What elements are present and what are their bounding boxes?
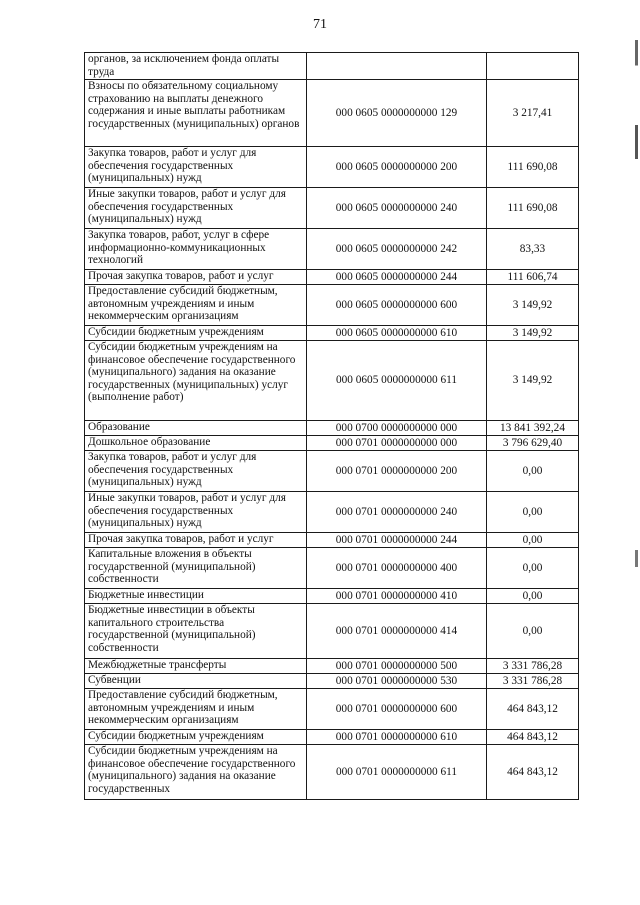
row-name: Субсидии бюджетным учреждениям	[85, 326, 307, 341]
scan-edge-shadow	[635, 40, 638, 890]
table-row	[85, 53, 579, 80]
row-name: Иные закупки товаров, работ и услуг для обеспечения государственных (муниципальных) нужд	[85, 492, 307, 533]
table-row	[85, 188, 579, 229]
row-amount: 83,33	[487, 229, 579, 270]
row-name: Субсидии бюджетным учреждениям на финансовое обеспечение государственного (муниципального) задания на оказание государственных (муниципальных) услуг (выполнение работ)	[85, 341, 307, 421]
row-code: 000 0605 0000000000 611	[307, 341, 487, 421]
row-amount: 0,00	[487, 492, 579, 533]
table-row	[85, 674, 579, 689]
row-code: 000 0701 0000000000 600	[307, 689, 487, 730]
table-row	[85, 659, 579, 674]
row-name: Прочая закупка товаров, работ и услуг	[85, 270, 307, 285]
row-code: 000 0605 0000000000 242	[307, 229, 487, 270]
row-amount: 111 606,74	[487, 270, 579, 285]
row-code: 000 0701 0000000000 530	[307, 674, 487, 689]
row-code: 000 0701 0000000000 400	[307, 548, 487, 589]
table-row	[85, 533, 579, 548]
row-name: Межбюджетные трансферты	[85, 659, 307, 674]
table-row	[85, 689, 579, 730]
table-row	[85, 80, 579, 147]
row-name: Бюджетные инвестиции в объекты капитального строительства государственной (муниципальной) собственности	[85, 604, 307, 659]
table-row	[85, 270, 579, 285]
table-row	[85, 492, 579, 533]
row-code: 000 0605 0000000000 600	[307, 285, 487, 326]
table-row	[85, 326, 579, 341]
row-name: Закупка товаров, работ, услуг в сфере информационно-коммуникационных технологий	[85, 229, 307, 270]
row-amount: 464 843,12	[487, 730, 579, 745]
row-name: Предоставление субсидий бюджетным, автономным учреждениям и иным некоммерческим организациям	[85, 285, 307, 326]
row-amount: 13 841 392,24	[487, 421, 579, 436]
table-row	[85, 436, 579, 451]
row-amount: 0,00	[487, 451, 579, 492]
row-code: 000 0701 0000000000 500	[307, 659, 487, 674]
row-name: Субвенции	[85, 674, 307, 689]
row-code: 000 0701 0000000000 611	[307, 745, 487, 800]
table-row	[85, 147, 579, 188]
row-amount: 0,00	[487, 604, 579, 659]
row-name: Взносы по обязательному социальному страхованию на выплаты денежного содержания и иные выплаты работникам государственных (муниципальных) органов	[85, 80, 307, 147]
row-code: 000 0701 0000000000 244	[307, 533, 487, 548]
row-amount: 3 331 786,28	[487, 659, 579, 674]
row-amount: 0,00	[487, 533, 579, 548]
row-name: Прочая закупка товаров, работ и услуг	[85, 533, 307, 548]
row-code: 000 0605 0000000000 200	[307, 147, 487, 188]
budget-table	[84, 52, 579, 800]
row-name: Закупка товаров, работ и услуг для обеспечения государственных (муниципальных) нужд	[85, 451, 307, 492]
table-row	[85, 604, 579, 659]
page-number: 71	[313, 17, 327, 32]
row-name: Образование	[85, 421, 307, 436]
table-row	[85, 229, 579, 270]
row-code: 000 0701 0000000000 240	[307, 492, 487, 533]
row-amount: 464 843,12	[487, 745, 579, 800]
row-name: Субсидии бюджетным учреждениям	[85, 730, 307, 745]
row-code: 000 0701 0000000000 000	[307, 436, 487, 451]
table-row	[85, 451, 579, 492]
row-amount: 3 217,41	[487, 80, 579, 147]
row-amount	[487, 53, 579, 80]
row-code: 000 0605 0000000000 244	[307, 270, 487, 285]
row-name: Иные закупки товаров, работ и услуг для обеспечения государственных (муниципальных) нужд	[85, 188, 307, 229]
row-amount: 3 331 786,28	[487, 674, 579, 689]
row-name: Дошкольное образование	[85, 436, 307, 451]
row-code: 000 0605 0000000000 240	[307, 188, 487, 229]
table-row	[85, 285, 579, 326]
row-code: 000 0701 0000000000 200	[307, 451, 487, 492]
row-name: Субсидии бюджетным учреждениям на финансовое обеспечение государственного (муниципального) задания на оказание государственных	[85, 745, 307, 800]
row-amount: 111 690,08	[487, 147, 579, 188]
row-name: Капитальные вложения в объекты государственной (муниципальной) собственности	[85, 548, 307, 589]
row-amount: 3 796 629,40	[487, 436, 579, 451]
row-amount: 111 690,08	[487, 188, 579, 229]
table-row	[85, 341, 579, 421]
row-code: 000 0701 0000000000 410	[307, 589, 487, 604]
row-code	[307, 53, 487, 80]
row-code: 000 0605 0000000000 129	[307, 80, 487, 147]
row-amount: 3 149,92	[487, 285, 579, 326]
row-amount: 3 149,92	[487, 341, 579, 421]
row-name: Предоставление субсидий бюджетным, автономным учреждениям и иным некоммерческим организациям	[85, 689, 307, 730]
table-row	[85, 548, 579, 589]
row-amount: 0,00	[487, 548, 579, 589]
row-amount: 3 149,92	[487, 326, 579, 341]
row-code: 000 0700 0000000000 000	[307, 421, 487, 436]
row-code: 000 0701 0000000000 610	[307, 730, 487, 745]
row-name: органов, за исключением фонда оплаты труда	[85, 53, 307, 80]
table-row	[85, 589, 579, 604]
table-row	[85, 745, 579, 800]
table-row	[85, 421, 579, 436]
row-amount: 0,00	[487, 589, 579, 604]
row-amount: 464 843,12	[487, 689, 579, 730]
row-name: Закупка товаров, работ и услуг для обеспечения государственных (муниципальных) нужд	[85, 147, 307, 188]
table-row	[85, 730, 579, 745]
row-name: Бюджетные инвестиции	[85, 589, 307, 604]
row-code: 000 0605 0000000000 610	[307, 326, 487, 341]
row-code: 000 0701 0000000000 414	[307, 604, 487, 659]
